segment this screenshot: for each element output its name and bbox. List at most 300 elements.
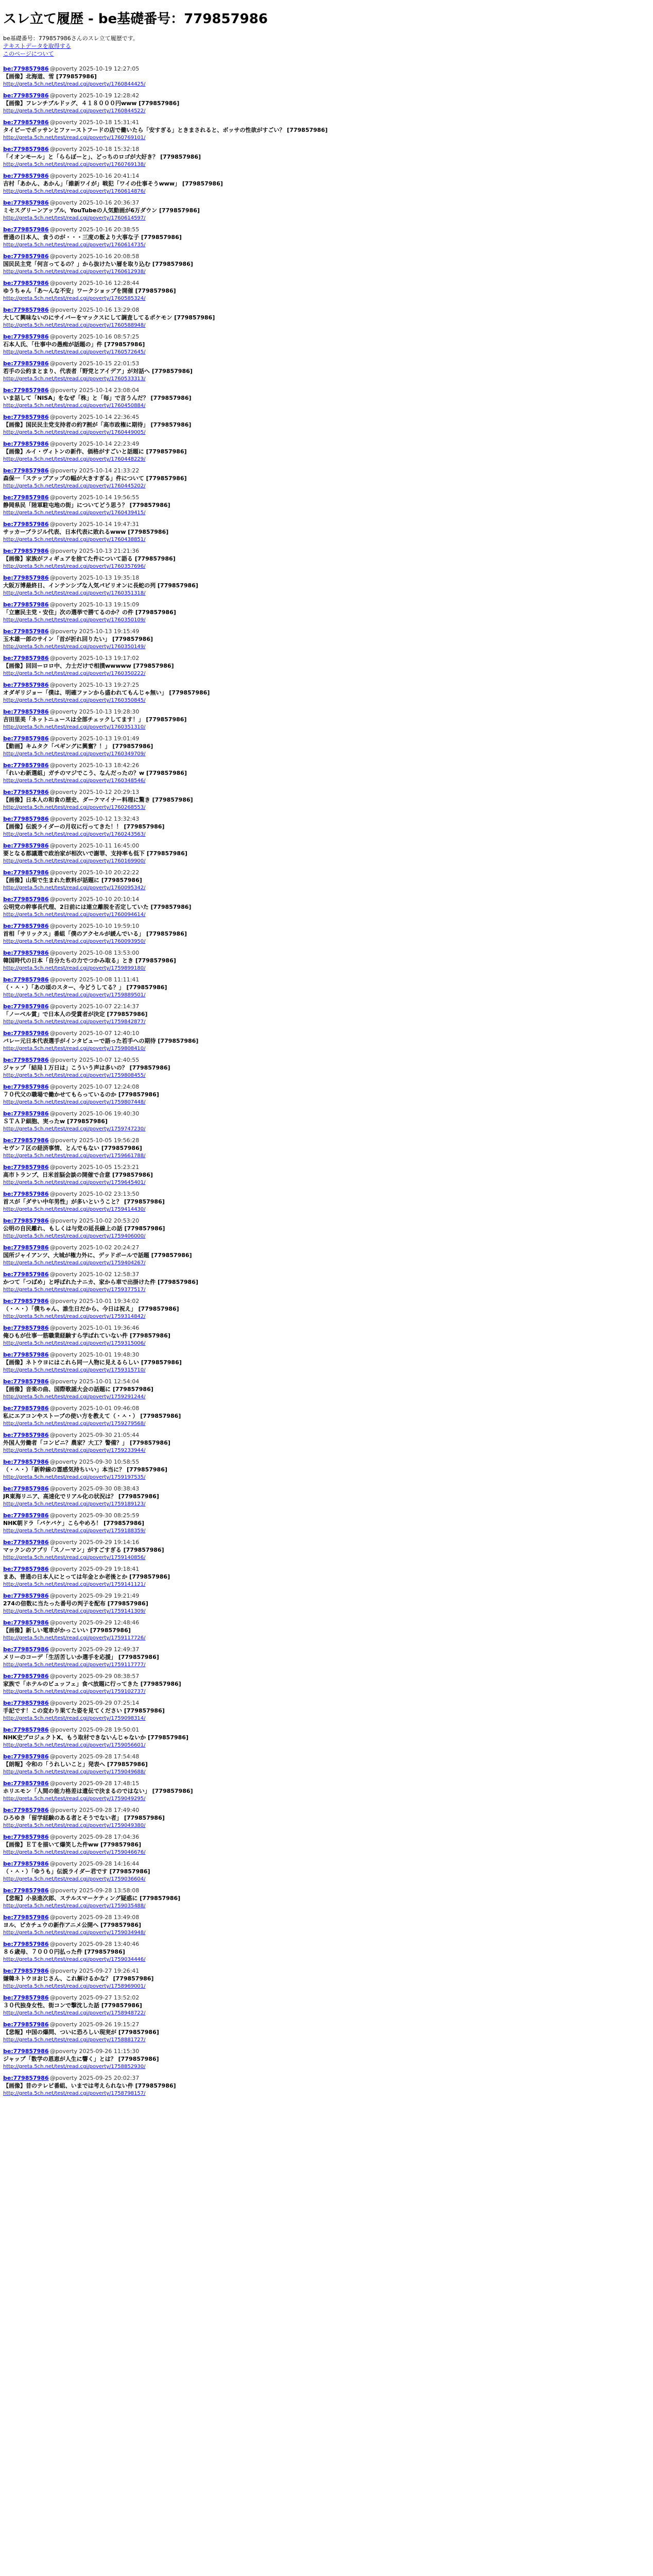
post-date: @poverty 2025-10-07 12:40:10 [49,1030,140,1037]
post-date: @poverty 2025-09-28 19:50:01 [49,1726,140,1733]
thread-url-link[interactable]: http://greta.5ch.net/test/read.cgi/poverty/1760614597/ [3,215,146,221]
list-item [3,1297,650,1320]
entry-header [3,92,650,99]
thread-url-link[interactable]: http://greta.5ch.net/test/read.cgi/poverty/1760445202/ [3,483,146,489]
thread-url-link[interactable]: http://greta.5ch.net/test/read.cgi/poverty/1759645401/ [3,1180,146,1185]
post-date: @poverty 2025-10-10 20:10:14 [49,896,140,903]
post-date: @poverty 2025-09-28 13:49:08 [49,1914,140,1921]
list-item [3,1110,650,1133]
list-item [3,654,650,677]
post-date: @poverty 2025-10-13 21:21:36 [49,548,140,554]
post-date: @poverty 2025-10-01 19:36:46 [49,1325,140,1331]
thread-url-link[interactable]: http://greta.5ch.net/test/read.cgi/poverty/1760243563/ [3,832,146,837]
list-item [3,1967,650,1990]
be-user-link[interactable]: be:779857986 [3,950,49,956]
post-date: @poverty 2025-10-01 09:46:08 [49,1405,140,1412]
be-user-link[interactable]: be:779857986 [3,2075,49,2081]
entry-header [3,494,650,501]
entry-header [3,976,650,984]
post-date: @poverty 2025-10-16 20:38:55 [49,226,140,233]
list-item [3,520,650,544]
thread-title: 静岡県民「陸軍駐屯地の街」についてどう思う？ [779857986] [3,502,170,509]
thread-url-link[interactable]: http://greta.5ch.net/test/read.cgi/poverty/1759117726/ [3,1635,146,1641]
thread-title: 吉村「あかん、あかん」「維新ワイが」戦犯「ワイの仕事そうwww」 [779857986] [3,180,223,187]
thread-url-link[interactable]: http://greta.5ch.net/test/read.cgi/poverty/1760350222/ [3,671,146,676]
be-user-link[interactable]: be:779857986 [3,1834,49,1840]
post-date: @poverty 2025-10-06 19:40:30 [49,1110,140,1117]
post-date: @poverty 2025-10-13 19:17:02 [49,655,140,662]
thread-url-link[interactable]: http://greta.5ch.net/test/read.cgi/poverty/1760348546/ [3,778,146,784]
list-item [3,1833,650,1856]
thread-title: 274の倍数に当たった番号の判子を配布 [779857986] [3,1600,148,1607]
be-user-link[interactable]: be:779857986 [3,1941,49,1947]
post-date: @poverty 2025-09-28 17:49:40 [49,1807,140,1814]
thread-url-link[interactable]: http://greta.5ch.net/test/read.cgi/poverty/1759661788/ [3,1153,146,1159]
post-date: @poverty 2025-10-07 12:40:55 [49,1057,140,1063]
thread-title: （・ㅅ・）「ゆうも」伝説ライダー君です [779857986] [3,1868,150,1875]
list-item [3,895,650,919]
thread-title: 首相「サリックス」番組「僕のアクセルが緩んでいる」 [779857986] [3,930,187,937]
post-date: @poverty 2025-09-28 13:40:46 [49,1941,140,1947]
be-user-link[interactable]: be:779857986 [3,1673,49,1680]
thread-title: 「イオンモール」と「ららぽーと」、どっちのロゴが大好き？ [779857986] [3,154,201,160]
be-user-link[interactable]: be:779857986 [3,1405,49,1412]
be-user-link[interactable]: be:779857986 [3,2048,49,2055]
thread-url-link[interactable]: http://greta.5ch.net/test/read.cgi/poverty/1760439415/ [3,510,146,516]
get-text-data-link[interactable]: テキストデータを取得する [3,43,71,49]
be-user-link[interactable]: be:779857986 [3,65,49,72]
be-user-link[interactable]: be:779857986 [3,1646,49,1653]
thread-title: 【画像】伝説ライダーの月収に行ってきた！！ [779857986] [3,823,165,830]
list-item [3,1163,650,1187]
entry-header [3,1672,650,1680]
thread-url-link[interactable]: http://greta.5ch.net/test/read.cgi/poverty/1759747230/ [3,1126,146,1132]
entry-header [3,1753,650,1760]
thread-title: バレー元日本代表選手がインタビューで語った若手への期待 [779857986] [3,1038,199,1044]
thread-url-link[interactable]: http://greta.5ch.net/test/read.cgi/poverty/1759034948/ [3,1930,146,1936]
be-user-link[interactable]: be:779857986 [3,1271,49,1278]
thread-url-link[interactable]: http://greta.5ch.net/test/read.cgi/poverty/1758852930/ [3,2064,146,2070]
be-user-link[interactable]: be:779857986 [3,1325,49,1331]
meta-line: be基礎番号：779857986さんのスレ立て履歴です。 [3,35,139,42]
be-user-link[interactable]: be:779857986 [3,307,49,313]
thread-url-link[interactable]: http://greta.5ch.net/test/read.cgi/poverty/1759036604/ [3,1876,146,1882]
thread-url-link[interactable]: http://greta.5ch.net/test/read.cgi/poverty/1760350149/ [3,644,146,650]
thread-url-link[interactable]: http://greta.5ch.net/test/read.cgi/poverty/1760588948/ [3,323,146,328]
thread-url-link[interactable]: http://greta.5ch.net/test/read.cgi/poverty/1760349709/ [3,751,146,757]
post-date: @poverty 2025-09-29 07:25:14 [49,1700,140,1706]
thread-url-link[interactable]: http://greta.5ch.net/test/read.cgi/poverty/1759377517/ [3,1287,146,1293]
entry-header [3,708,650,716]
list-item [3,1512,650,1535]
thread-url-link[interactable]: http://greta.5ch.net/test/read.cgi/poverty/1759406000/ [3,1233,146,1239]
entry-header [3,815,650,823]
list-item [3,145,650,168]
entry-header [3,65,650,73]
post-date: @poverty 2025-10-12 20:29:13 [49,789,140,795]
be-user-link[interactable]: be:779857986 [3,976,49,983]
be-user-link[interactable]: be:779857986 [3,1351,49,1358]
be-user-link[interactable]: be:779857986 [3,199,49,206]
be-user-link[interactable]: be:779857986 [3,92,49,99]
entry-header [3,1538,650,1546]
entry-header [3,1110,650,1117]
thread-title: 【画像】音楽の曲、国際歌謡大会の話題に [779857986] [3,1386,153,1393]
entry-header [3,1458,650,1466]
be-user-link[interactable]: be:779857986 [3,1485,49,1492]
be-user-link[interactable]: be:779857986 [3,1512,49,1519]
post-date: @poverty 2025-09-30 21:05:44 [49,1432,140,1438]
thread-url-link[interactable]: http://greta.5ch.net/test/read.cgi/poverty/1760448229/ [3,456,146,462]
be-user-link[interactable]: be:779857986 [3,896,49,903]
be-user-link[interactable]: be:779857986 [3,762,49,769]
thread-title: 若手の公約まとまり、代表者「野党とアイデア」が対話へ [779857986] [3,368,193,375]
be-user-link[interactable]: be:779857986 [3,1887,49,1894]
thread-url-link[interactable]: http://greta.5ch.net/test/read.cgi/poverty/1758969001/ [3,1984,146,1989]
thread-title: 【画像】回回ーロロ中、力士だけで相撲wwwww [779857986] [3,663,174,669]
list-item [3,1083,650,1106]
thread-title: ３０代独身女性、街コンで撃沈した話 [779857986] [3,2002,142,2009]
thread-url-link[interactable]: http://greta.5ch.net/test/read.cgi/poverty/1760438851/ [3,537,146,543]
thread-url-link[interactable]: http://greta.5ch.net/test/read.cgi/poverty/1760769101/ [3,135,146,141]
list-item [3,1431,650,1454]
list-item [3,574,650,597]
thread-url-link[interactable]: http://greta.5ch.net/test/read.cgi/poverty/1759233944/ [3,1448,146,1453]
post-date: @poverty 2025-10-05 15:23:21 [49,1164,140,1171]
post-date: @poverty 2025-10-13 19:15:49 [49,628,140,635]
thread-title: 吉田里美「ネットニュースは全部チェックしてます！」 [779857986] [3,716,187,723]
entry-header [3,761,650,769]
thread-title: オダギリジョー「僕は、明確ファンから盛われてもんじゃ無い」 [779857986] [3,689,210,696]
be-user-link[interactable]: be:779857986 [3,1030,49,1037]
thread-title: 韓国時代の日本「自分たちの力でつかみ取る」とき [779857986] [3,957,176,964]
post-date: @poverty 2025-10-12 13:32:43 [49,816,140,822]
thread-title: 【画像】国民民主党支持者の約7割が「高市政権に期待」 [779857986] [3,421,192,428]
thread-title: 「れいわ新選組」ガチのマジでこう、なんだったの？w [779857986] [3,770,187,776]
entry-header [3,1190,650,1198]
post-date: @poverty 2025-10-05 19:56:28 [49,1137,140,1144]
thread-url-link[interactable]: http://greta.5ch.net/test/read.cgi/poverty/1759035488/ [3,1903,146,1909]
thread-url-link[interactable]: http://greta.5ch.net/test/read.cgi/poverty/1759034446/ [3,1957,146,1962]
thread-url-link[interactable]: http://greta.5ch.net/test/read.cgi/poverty/1759140856/ [3,1555,146,1561]
thread-url-link[interactable]: http://greta.5ch.net/test/read.cgi/poverty/1760093950/ [3,939,146,944]
thread-url-link[interactable]: http://greta.5ch.net/test/read.cgi/poverty/1759056601/ [3,1742,146,1748]
post-date: @poverty 2025-10-14 21:33:22 [49,467,140,474]
be-user-link[interactable]: be:779857986 [3,708,49,715]
thread-title: マックンのアプリ「スノーマン」がすごすぎる [779857986] [3,1547,164,1553]
thread-title: 玉木雄一郎のサイン「首が折れ回りたい」 [779857986] [3,636,153,642]
list-item [3,1646,650,1669]
be-user-link[interactable]: be:779857986 [3,440,49,447]
entry-header [3,1029,650,1037]
thread-url-link[interactable]: http://greta.5ch.net/test/read.cgi/poverty/1759141121/ [3,1582,146,1587]
thread-title: ホリエモン「人間の能力格差は遺伝で決まるのではない」 [779857986] [3,1788,193,1794]
thread-url-link[interactable]: http://greta.5ch.net/test/read.cgi/poverty/1760350845/ [3,698,146,703]
thread-url-link[interactable]: http://greta.5ch.net/test/read.cgi/poverty/1759314842/ [3,1314,146,1319]
thread-title: 嫌韓ネトウヨおじさん、これ解けるかな？ [779857986] [3,1975,154,1982]
list-item [3,386,650,410]
post-date: @poverty 2025-10-14 22:23:49 [49,440,140,447]
be-user-link[interactable]: be:779857986 [3,574,49,581]
be-user-link[interactable]: be:779857986 [3,1110,49,1117]
be-user-link[interactable]: be:779857986 [3,1459,49,1465]
thread-url-link[interactable]: http://greta.5ch.net/test/read.cgi/poverty/1760350109/ [3,617,146,623]
thread-title: （・ㅅ・）「新幹線の霊感気持ちいい」本当に？ [779857986] [3,1466,167,1473]
be-user-link[interactable]: be:779857986 [3,1137,49,1144]
entry-header [3,1297,650,1305]
thread-url-link[interactable]: http://greta.5ch.net/test/read.cgi/poverty/1760095342/ [3,885,146,891]
list-item [3,1565,650,1588]
be-user-link[interactable]: be:779857986 [3,414,49,420]
be-user-link[interactable]: be:779857986 [3,735,49,742]
post-date: @poverty 2025-09-30 08:38:43 [49,1485,140,1492]
list-item [3,1404,650,1428]
thread-title: 「立憲民主党・安住」次の選挙で勝てるのか？の件 [779857986] [3,609,176,616]
thread-url-link[interactable]: http://greta.5ch.net/test/read.cgi/poverty/1760769138/ [3,162,146,167]
be-user-link[interactable]: be:779857986 [3,360,49,367]
be-user-link[interactable]: be:779857986 [3,1700,49,1706]
thread-url-link[interactable]: http://greta.5ch.net/test/read.cgi/poverty/1759808455/ [3,1073,146,1078]
be-user-link[interactable]: be:779857986 [3,467,49,474]
post-date: @poverty 2025-09-29 12:48:46 [49,1619,140,1626]
be-user-link[interactable]: be:779857986 [3,628,49,635]
be-user-link[interactable]: be:779857986 [3,1753,49,1760]
entry-header [3,333,650,341]
thread-url-link[interactable]: http://greta.5ch.net/test/read.cgi/poverty/1759889501/ [3,992,146,998]
be-user-link[interactable]: be:779857986 [3,1994,49,2001]
thread-url-link[interactable]: http://greta.5ch.net/test/read.cgi/poverty/1760351318/ [3,590,146,596]
post-date: @poverty 2025-10-13 18:42:26 [49,762,140,769]
entry-header [3,654,650,662]
thread-url-link[interactable]: http://greta.5ch.net/test/read.cgi/poverty/1760614735/ [3,242,146,248]
be-user-link[interactable]: be:779857986 [3,1968,49,1974]
post-date: @poverty 2025-10-16 12:28:44 [49,280,140,286]
be-user-link[interactable]: be:779857986 [3,1592,49,1599]
post-date: @poverty 2025-10-14 19:56:55 [49,494,140,501]
post-date: @poverty 2025-10-10 20:22:22 [49,869,140,876]
be-user-link[interactable]: be:779857986 [3,1726,49,1733]
be-user-link[interactable]: be:779857986 [3,1298,49,1304]
be-user-link[interactable]: be:779857986 [3,253,49,260]
entry-header [3,1699,650,1707]
be-user-link[interactable]: be:779857986 [3,1244,49,1251]
list-item [3,494,650,517]
be-user-link[interactable]: be:779857986 [3,1807,49,1814]
thread-url-link[interactable]: http://greta.5ch.net/test/read.cgi/poverty/1759808410/ [3,1046,146,1052]
thread-url-link[interactable]: http://greta.5ch.net/test/read.cgi/poverty/1758881727/ [3,2037,146,2043]
be-user-link[interactable]: be:779857986 [3,548,49,554]
be-user-link[interactable]: be:779857986 [3,1217,49,1224]
be-user-link[interactable]: be:779857986 [3,923,49,929]
thread-title: 普通の日本人、食うのが・・・三度の飯より大事な子 [779857986] [3,234,182,241]
thread-url-link[interactable]: http://greta.5ch.net/test/read.cgi/poverty/1759807448/ [3,1099,146,1105]
be-user-link[interactable]: be:779857986 [3,1914,49,1921]
thread-url-link[interactable]: http://greta.5ch.net/test/read.cgi/poverty/1760844522/ [3,108,146,114]
thread-title: （・ㅅ・）「あの頃のスター、今どうしてる？」 [779857986] [3,984,167,991]
list-item [3,65,650,88]
entry-header [3,547,650,555]
entry-header [3,1726,650,1734]
thread-title: 森保一「ステップアップの幅が大きすぎる」件について [779857986] [3,475,187,482]
be-user-link[interactable]: be:779857986 [3,1432,49,1438]
thread-title: ７０代父の職場で働かせてもらっているのか [779857986] [3,1091,159,1098]
post-date: @poverty 2025-10-11 16:45:00 [49,842,140,849]
be-user-link[interactable]: be:779857986 [3,842,49,849]
be-user-link[interactable]: be:779857986 [3,869,49,876]
post-date: @poverty 2025-10-16 20:41:14 [49,173,140,179]
thread-url-link[interactable]: http://greta.5ch.net/test/read.cgi/poverty/1759899180/ [3,965,146,971]
post-date: @poverty 2025-09-26 11:15:30 [49,2048,140,2055]
be-user-link[interactable]: be:779857986 [3,601,49,608]
list-item [3,2047,650,2071]
entry-header [3,360,650,367]
thread-url-link[interactable]: http://greta.5ch.net/test/read.cgi/poverty/1759414430/ [3,1207,146,1212]
thread-url-link[interactable]: http://greta.5ch.net/test/read.cgi/poverty/1759098314/ [3,1716,146,1721]
thread-title: ジャップ「結局１万日は」こういう声は多いの？ [779857986] [3,1064,170,1071]
be-user-link[interactable]: be:779857986 [3,1378,49,1385]
thread-url-link[interactable]: http://greta.5ch.net/test/read.cgi/poverty/1759049380/ [3,1823,146,1828]
thread-title: 【動画】キムタク「ペギングに興奮？！」 [779857986] [3,743,153,750]
thread-url-link[interactable]: http://greta.5ch.net/test/read.cgi/poverty/1760357696/ [3,564,146,569]
be-user-link[interactable]: be:779857986 [3,119,49,126]
thread-url-link[interactable]: http://greta.5ch.net/test/read.cgi/poverty/1759046676/ [3,1850,146,1855]
list-item [3,360,650,383]
be-user-link[interactable]: be:779857986 [3,682,49,688]
page-title: スレ立て履歴 - be基礎番号：779857986 [3,11,268,27]
be-user-link[interactable]: be:779857986 [3,1860,49,1867]
thread-url-link[interactable]: http://greta.5ch.net/test/read.cgi/poverty/1759102737/ [3,1689,146,1694]
entry-header [3,1592,650,1600]
thread-history-list [3,65,650,2097]
post-date: @poverty 2025-10-14 23:08:04 [49,387,140,394]
list-item [3,1324,650,1347]
thread-url-link[interactable]: http://greta.5ch.net/test/read.cgi/poverty/1760351310/ [3,724,146,730]
entry-header [3,1887,650,1894]
be-user-link[interactable]: be:779857986 [3,1539,49,1546]
be-user-link[interactable]: be:779857986 [3,173,49,179]
thread-url-link[interactable]: http://greta.5ch.net/test/read.cgi/poverty/1760614876/ [3,189,146,194]
thread-title: 公明党の幹事長代理、2日前には連立離脱を否定していた [779857986] [3,904,192,910]
entry-header [3,1994,650,2002]
thread-title: 【画像】昔のテレビ番組、いまでは考えられない件 [779857986] [3,2082,176,2089]
be-user-link[interactable]: be:779857986 [3,1083,49,1090]
entry-header [3,1056,650,1064]
thread-url-link[interactable]: http://greta.5ch.net/test/read.cgi/poverty/1759189123/ [3,1501,146,1507]
be-user-link[interactable]: be:779857986 [3,146,49,152]
be-user-link[interactable]: be:779857986 [3,387,49,394]
be-user-link[interactable]: be:779857986 [3,494,49,501]
list-item [3,440,650,463]
be-user-link[interactable]: be:779857986 [3,521,49,528]
list-item [3,1753,650,1776]
thread-title: 高市トランプ、日米首脳会談の開催で合意 [779857986] [3,1172,153,1178]
post-date: @poverty 2025-09-29 12:49:37 [49,1646,140,1653]
post-date: @poverty 2025-10-07 12:24:08 [49,1083,140,1090]
thread-title: 【画像】フレンチブルドッグ、４１８０００円www [779857986] [3,100,180,107]
be-user-link[interactable]: be:779857986 [3,1619,49,1626]
be-user-link[interactable]: be:779857986 [3,789,49,795]
thread-url-link[interactable]: http://greta.5ch.net/test/read.cgi/poverty/1760268553/ [3,805,146,810]
list-item [3,413,650,436]
entry-header [3,440,650,448]
list-item [3,922,650,945]
thread-url-link[interactable]: http://greta.5ch.net/test/read.cgi/poverty/1760450884/ [3,403,146,409]
entry-header [3,1137,650,1144]
post-date: @poverty 2025-10-02 20:24:27 [49,1244,140,1251]
thread-url-link[interactable]: http://greta.5ch.net/test/read.cgi/poverty/1759842877/ [3,1019,146,1025]
thread-title: 国所ジャイアンツ、大城が権力外に、デッドボールで話題 [779857986] [3,1252,192,1259]
thread-url-link[interactable]: http://greta.5ch.net/test/read.cgi/poverty/1760844425/ [3,81,146,87]
thread-title: サッカーブラジル代表、日本代表に敗れるwww [779857986] [3,529,169,535]
be-user-link[interactable]: be:779857986 [3,1191,49,1197]
be-user-link[interactable]: be:779857986 [3,280,49,286]
be-user-link[interactable]: be:779857986 [3,1057,49,1063]
about-page-link[interactable]: このページについて [3,50,54,57]
post-date: @poverty 2025-10-13 19:35:18 [49,574,140,581]
thread-url-link[interactable]: http://greta.5ch.net/test/read.cgi/poverty/1759279568/ [3,1421,146,1427]
post-date: @poverty 2025-09-27 19:26:41 [49,1968,140,1974]
thread-url-link[interactable]: http://greta.5ch.net/test/read.cgi/poverty/1760612938/ [3,269,146,275]
list-item [3,1270,650,1294]
list-item [3,1887,650,1910]
list-item [3,1351,650,1374]
thread-url-link[interactable]: http://greta.5ch.net/test/read.cgi/poverty/1759188359/ [3,1528,146,1534]
list-item [3,1137,650,1160]
entry-header [3,1351,650,1359]
post-date: @poverty 2025-09-28 17:04:36 [49,1834,140,1840]
thread-url-link[interactable]: http://greta.5ch.net/test/read.cgi/poverty/1760169900/ [3,858,146,864]
list-item [3,842,650,865]
thread-title: 大阪万博最終日、インテンシブな人気パビリオンに長蛇の列 [779857986] [3,582,198,589]
list-item [3,1994,650,2017]
thread-url-link[interactable]: http://greta.5ch.net/test/read.cgi/poverty/1758798157/ [3,2091,146,2096]
list-item [3,226,650,249]
be-user-link[interactable]: be:779857986 [3,226,49,233]
be-user-link[interactable]: be:779857986 [3,2021,49,2028]
post-date: @poverty 2025-10-19 12:28:42 [49,92,140,99]
be-user-link[interactable]: be:779857986 [3,816,49,822]
thread-url-link[interactable]: http://greta.5ch.net/test/read.cgi/poverty/1760572645/ [3,349,146,355]
thread-url-link[interactable]: http://greta.5ch.net/test/read.cgi/poverty/1759049295/ [3,1796,146,1802]
post-date: @poverty 2025-10-15 22:01:53 [49,360,140,367]
post-date: @poverty 2025-10-08 11:11:41 [49,976,140,983]
thread-url-link[interactable]: http://greta.5ch.net/test/read.cgi/poverty/1760094614/ [3,912,146,918]
be-user-link[interactable]: be:779857986 [3,1003,49,1010]
thread-url-link[interactable]: http://greta.5ch.net/test/read.cgi/poverty/1759291244/ [3,1394,146,1400]
thread-url-link[interactable]: http://greta.5ch.net/test/read.cgi/poverty/1760449005/ [3,430,146,435]
entry-header [3,2074,650,2082]
thread-url-link[interactable]: http://greta.5ch.net/test/read.cgi/poverty/1760585324/ [3,296,146,301]
thread-url-link[interactable]: http://greta.5ch.net/test/read.cgi/poverty/1759315006/ [3,1341,146,1346]
be-user-link[interactable]: be:779857986 [3,1566,49,1572]
thread-url-link[interactable]: http://greta.5ch.net/test/read.cgi/poverty/1759141309/ [3,1608,146,1614]
thread-url-link[interactable]: http://greta.5ch.net/test/read.cgi/poverty/1759404267/ [3,1260,146,1266]
be-user-link[interactable]: be:779857986 [3,333,49,340]
be-user-link[interactable]: be:779857986 [3,655,49,662]
list-item [3,601,650,624]
thread-url-link[interactable]: http://greta.5ch.net/test/read.cgi/poverty/1758948722/ [3,2010,146,2016]
entry-header [3,1431,650,1439]
thread-url-link[interactable]: http://greta.5ch.net/test/read.cgi/poverty/1759315710/ [3,1367,146,1373]
thread-url-link[interactable]: http://greta.5ch.net/test/read.cgi/poverty/1759049688/ [3,1769,146,1775]
thread-url-link[interactable]: http://greta.5ch.net/test/read.cgi/poverty/1759197535/ [3,1475,146,1480]
thread-url-link[interactable]: http://greta.5ch.net/test/read.cgi/poverty/1759117777/ [3,1662,146,1668]
thread-url-link[interactable]: http://greta.5ch.net/test/read.cgi/poverty/1760533313/ [3,376,146,382]
be-user-link[interactable]: be:779857986 [3,1780,49,1787]
entry-header [3,172,650,180]
thread-title: 【画像】ネトウヨにはこれら同一人物に見えるらしい [779857986] [3,1359,182,1366]
be-user-link[interactable]: be:779857986 [3,1164,49,1171]
